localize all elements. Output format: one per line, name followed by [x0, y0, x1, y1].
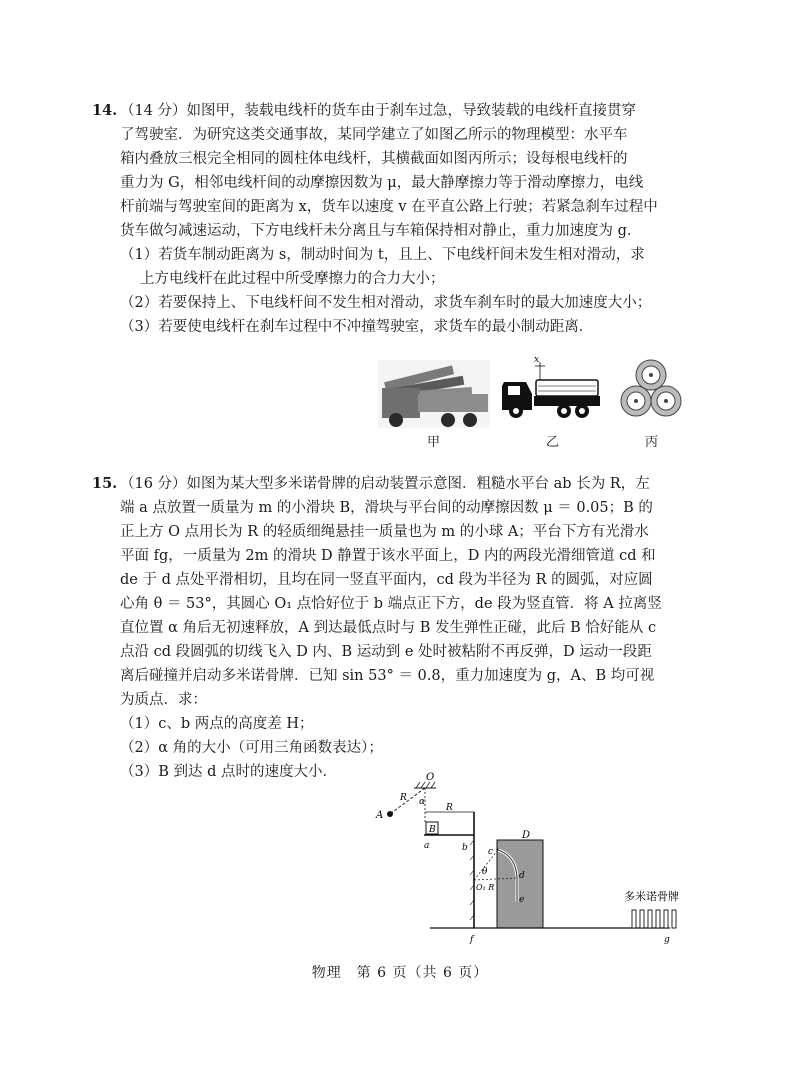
point-f-label: f [470, 935, 474, 945]
question-text-line: （14 分）如图甲，装载电线杆的货车由于刹车过急，导致装载的电线杆直接贯穿 [120, 103, 637, 119]
question-text-line: 直位置 α 角后无初速释放，A 到达最低点时与 B 发生弹性正碰，此后 B 恰好能从 c [120, 620, 657, 636]
question-text-line: 端 a 点放置一质量为 m 的小滑块 B，滑块与平台间的动摩擦因数 μ ＝ 0.05；B 的 [120, 500, 653, 516]
distance-label: x [534, 355, 540, 365]
question-text-line: 为质点．求： [120, 692, 207, 708]
sub-question-1: （1）若货车制动距离为 s，制动时间为 t，且上、下电线杆间未发生相对滑动，求 [120, 247, 645, 263]
sub-question-2: （2）α 角的大小（可用三角函数表达）； [120, 740, 383, 756]
cylinder-bottom-left [621, 386, 651, 416]
question-text-line: 心角 θ ＝ 53°，其圆心 O₁ 点恰好位于 b 端点正下方，de 段为竖直管．将 A 拉离竖 [120, 596, 662, 612]
sub-question-3: （3）若要使电线杆在刹车过程中不冲撞驾驶室，求货车的最小制动距离． [120, 319, 594, 335]
cylinder-bottom-right [651, 386, 681, 416]
pole-cross-section-figure [620, 358, 682, 422]
caption-yi: 乙 [546, 435, 560, 450]
domino-label: 多米诺骨牌 [624, 890, 679, 903]
rope-length-label: R [400, 793, 407, 803]
caption-jia: 甲 [427, 435, 441, 450]
point-d-label: d [519, 871, 525, 881]
sub-question-3: （3）B 到达 d 点时的速度大小． [120, 764, 337, 780]
question-number: 14. [92, 102, 118, 119]
point-g-label: g [664, 935, 670, 945]
page-footer: 物理 第 6 页（共 6 页） [311, 965, 489, 981]
question-text-line: 正上方 O 点用长为 R 的轻质细绳悬挂一质量也为 m 的小球 A；平台下方有光滑水 [120, 524, 649, 540]
question-text-line: 点沿 cd 段圆弧的切线飞入 D 内、B 运动到 e 处时被粘附不再反弹，D 运动一段距 [120, 644, 652, 660]
point-e-label: e [519, 895, 525, 905]
question-14 [92, 99, 680, 339]
question-15 [92, 472, 680, 784]
caption-bing: 丙 [645, 435, 659, 450]
center-O1-label: O₁ R [476, 883, 495, 892]
sub-question-1-cont: 上方电线杆在此过程中所受摩擦力的合力大小； [140, 271, 445, 287]
question-text-line: 杆前端与驾驶室间的距离为 x，货车以速度 v 在平直公路上行驶；若紧急刹车过程中 [120, 199, 658, 215]
platform-length-label: R [446, 803, 453, 813]
block-B-label: B [429, 825, 436, 835]
question-text-line: 重力为 G，相邻电线杆间的动摩擦因数为 μ，最大静摩擦力等于滑动摩擦力，电线 [120, 175, 644, 191]
domino-launcher-figure [370, 770, 690, 950]
angle-alpha-label: α [419, 797, 426, 807]
question-text-line: 箱内叠放三根完全相同的圆柱体电线杆，其横截面如图丙所示；设每根电线杆的 [120, 151, 628, 167]
block-D-label: D [522, 830, 531, 841]
sub-question-1: （1）c、b 两点的高度差 H； [120, 716, 314, 732]
ball-A-label: A [376, 810, 384, 821]
question-text-line: 货车做匀减速运动，下方电线杆未分离且与车箱保持相对静止，重力加速度为 g． [120, 223, 642, 239]
truck-photo-figure [378, 360, 490, 428]
sub-question-2: （2）若要保持上、下电线杆间不发生相对滑动，求货车刹车时的最大加速度大小； [120, 295, 652, 311]
truck-model-figure [498, 350, 602, 422]
point-b-label: b [462, 843, 468, 853]
question-number: 15. [92, 475, 118, 492]
question-text-line: 了驾驶室．为研究这类交通事故，某同学建立了如图乙所示的物理模型：水平车 [120, 127, 628, 143]
question-text-line: de 于 d 点处平滑相切，且均在同一竖直平面内，cd 段为半径为 R 的圆弧，对应圆 [120, 572, 653, 588]
point-c-label: c [488, 847, 494, 857]
question-text-line: （16 分）如图为某大型多米诺骨牌的启动装置示意图．粗糙水平台 ab 长为 R，左 [120, 476, 650, 492]
domino-tiles [632, 910, 676, 928]
question-text-line: 平面 fg，一质量为 2m 的滑块 D 静置于该水平面上，D 内的两段光滑细管道 cd 和 [120, 548, 656, 564]
poles-cargo [536, 380, 598, 396]
cylinder-top [636, 360, 666, 390]
truck-cab-image [382, 388, 420, 418]
angle-theta-label: θ [482, 867, 488, 877]
ball-A [387, 811, 393, 817]
question-text-line: 离后碰撞并启动多米诺骨牌．已知 sin 53° ＝ 0.8，重力加速度为 g，A、B 均可视 [120, 668, 655, 684]
point-a-label: a [424, 841, 430, 851]
point-O-label: O [426, 772, 435, 783]
